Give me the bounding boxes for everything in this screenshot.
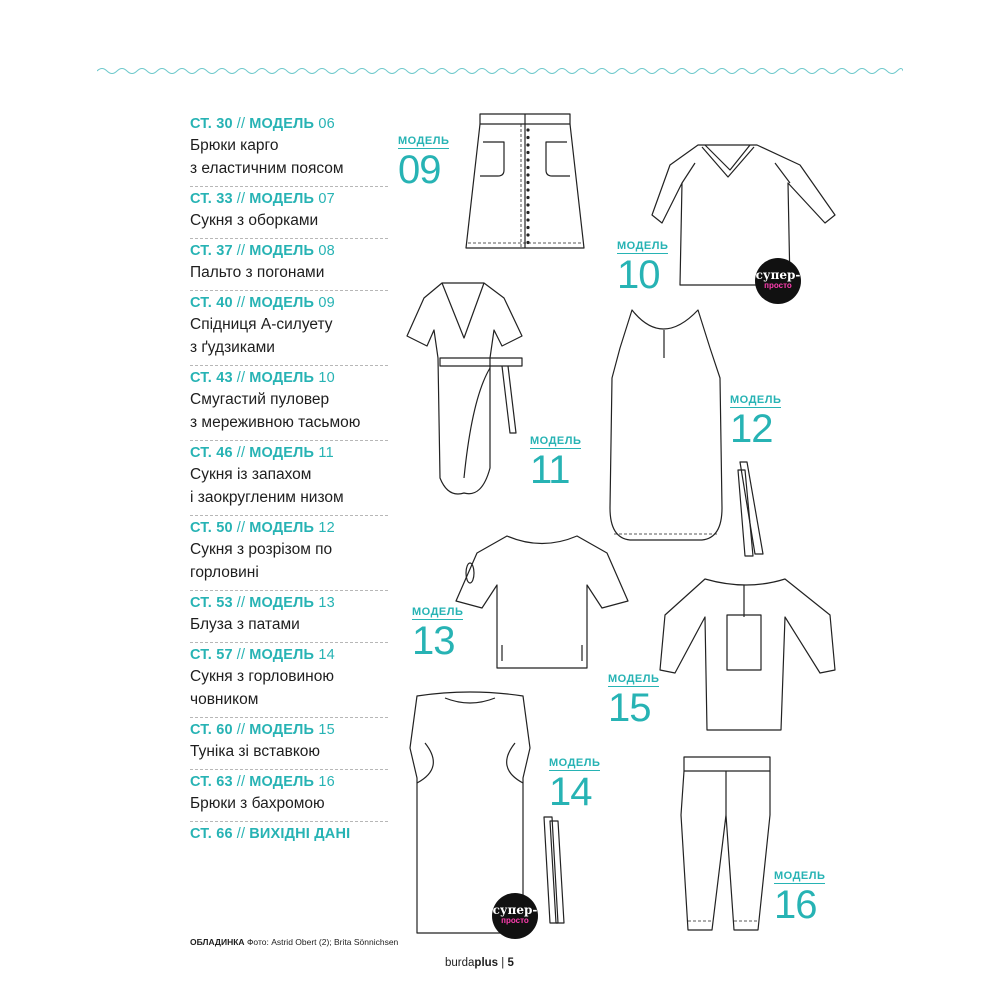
model-label-11 bbox=[530, 431, 581, 491]
model-word: МОДЕЛЬ bbox=[608, 673, 660, 685]
button-dot bbox=[526, 188, 529, 191]
model-label: МОДЕЛЬ bbox=[249, 243, 315, 259]
entry-title: човником bbox=[190, 691, 259, 708]
separator: // bbox=[236, 520, 246, 536]
entry-title: з мереживною тасьмою bbox=[190, 414, 361, 431]
separator: // bbox=[236, 722, 246, 738]
model-label: МОДЕЛЬ bbox=[249, 595, 315, 611]
model-number-big: 11 bbox=[530, 448, 570, 492]
model-word: МОДЕЛЬ bbox=[412, 606, 464, 618]
entry-title: горловині bbox=[190, 564, 259, 581]
page-number: 5 bbox=[507, 957, 514, 969]
badge-line2: просто bbox=[764, 281, 792, 290]
trousers-drawing bbox=[678, 755, 778, 933]
model-label-13 bbox=[412, 602, 463, 662]
brand-plus: plus bbox=[474, 957, 499, 969]
button-dot bbox=[526, 158, 529, 161]
separator: // bbox=[236, 445, 246, 461]
model-word: МОДЕЛЬ bbox=[530, 435, 582, 447]
brand-burda: burda bbox=[445, 957, 475, 969]
entry-title: Блуза з патами bbox=[190, 616, 300, 633]
contents-entry[interactable] bbox=[190, 112, 388, 187]
contents-entry[interactable] bbox=[190, 770, 388, 822]
model-label-15 bbox=[608, 669, 659, 729]
entry-title: Смугастий пуловер bbox=[190, 391, 330, 408]
wave-divider bbox=[97, 64, 903, 78]
entry-title: Сукня з горловиною bbox=[190, 668, 334, 685]
page-ref: СТ. 50 bbox=[190, 520, 233, 536]
model-number: 13 bbox=[318, 595, 335, 611]
model-label: МОДЕЛЬ bbox=[249, 647, 315, 663]
separator: // bbox=[236, 116, 246, 132]
page-folio bbox=[445, 957, 514, 969]
contents-entry[interactable] bbox=[190, 441, 388, 516]
button-dot bbox=[526, 151, 529, 154]
model-word: МОДЕЛЬ bbox=[730, 394, 782, 406]
button-dot bbox=[526, 226, 529, 229]
entry-title: Сукня з розрізом по bbox=[190, 541, 333, 558]
badge-line2: просто bbox=[501, 916, 529, 925]
page-ref: СТ. 37 bbox=[190, 243, 233, 259]
model-number: 06 bbox=[318, 116, 335, 132]
entry-title: Сукня з оборками bbox=[190, 212, 319, 229]
model-number: 07 bbox=[318, 191, 335, 207]
wrap-dress-drawing bbox=[402, 278, 527, 503]
model-number: 09 bbox=[318, 295, 335, 311]
badge-line1: супер- bbox=[492, 903, 538, 917]
model-label: МОДЕЛЬ bbox=[249, 116, 315, 132]
super-easy-badge bbox=[755, 258, 801, 304]
contents-entry[interactable] bbox=[190, 591, 388, 643]
credit-text: Фото: Astrid Obert (2); Brita Sönnichsen bbox=[246, 937, 399, 947]
model-label: ВИХІДНІ ДАНІ bbox=[249, 826, 351, 842]
model-word: МОДЕЛЬ bbox=[774, 870, 826, 882]
contents-entry[interactable] bbox=[190, 718, 388, 770]
page-ref: СТ. 63 bbox=[190, 774, 233, 790]
page-ref: СТ. 53 bbox=[190, 595, 233, 611]
button-dot bbox=[526, 166, 529, 169]
model-number-big: 14 bbox=[549, 770, 592, 814]
model-number: 15 bbox=[318, 722, 335, 738]
model-label-12 bbox=[730, 390, 781, 450]
page-ref: СТ. 33 bbox=[190, 191, 233, 207]
page-ref: СТ. 43 bbox=[190, 370, 233, 386]
entry-title: і заокругленим низом bbox=[190, 489, 344, 506]
model-label: МОДЕЛЬ bbox=[249, 191, 315, 207]
contents-entry[interactable] bbox=[190, 239, 388, 291]
model-number-big: 15 bbox=[608, 686, 651, 730]
model-label-16 bbox=[774, 866, 825, 926]
separator: // bbox=[236, 191, 246, 207]
contents-list bbox=[190, 112, 388, 850]
model-number: 14 bbox=[318, 647, 335, 663]
entry-title: Спідниця А-силуету bbox=[190, 316, 333, 333]
page-ref: СТ. 46 bbox=[190, 445, 233, 461]
folio-separator: | bbox=[501, 957, 505, 969]
entry-title: Туніка зі вставкою bbox=[190, 743, 321, 760]
model-number-big: 12 bbox=[730, 407, 773, 451]
entry-title: з еластичним поясом bbox=[190, 160, 344, 177]
contents-entry[interactable] bbox=[190, 643, 388, 718]
page-ref: СТ. 57 bbox=[190, 647, 233, 663]
pullover-drawing bbox=[650, 135, 840, 295]
contents-entry[interactable] bbox=[190, 516, 388, 591]
button-dot bbox=[526, 218, 529, 221]
tunic-drawing bbox=[655, 575, 840, 735]
separator: // bbox=[236, 647, 246, 663]
entry-title: Брюки з бахромою bbox=[190, 795, 325, 812]
super-easy-badge bbox=[492, 893, 538, 939]
model-label: МОДЕЛЬ bbox=[249, 520, 315, 536]
model-number-big: 16 bbox=[774, 883, 817, 927]
model-number: 10 bbox=[318, 370, 335, 386]
contents-entry[interactable] bbox=[190, 366, 388, 441]
blouse-drawing bbox=[452, 533, 632, 673]
button-dot bbox=[526, 233, 529, 236]
entry-title: Сукня із запахом bbox=[190, 466, 312, 483]
model-label: МОДЕЛЬ bbox=[249, 722, 315, 738]
belt-drawing bbox=[540, 815, 568, 927]
separator: // bbox=[236, 826, 246, 842]
model-word: МОДЕЛЬ bbox=[398, 135, 450, 147]
button-dot bbox=[526, 143, 529, 146]
separator: // bbox=[236, 370, 246, 386]
model-number: 08 bbox=[318, 243, 335, 259]
model-number: 11 bbox=[318, 445, 334, 461]
model-word: МОДЕЛЬ bbox=[617, 240, 669, 252]
button-dot bbox=[526, 136, 529, 139]
model-number: 16 bbox=[318, 774, 335, 790]
model-number-big: 09 bbox=[398, 148, 441, 192]
cover-credit bbox=[190, 937, 400, 948]
model-label: МОДЕЛЬ bbox=[249, 445, 315, 461]
badge-line1: супер- bbox=[755, 268, 801, 282]
model-label-14 bbox=[549, 753, 600, 813]
button-dot bbox=[526, 181, 529, 184]
button-dot bbox=[526, 196, 529, 199]
model-number: 12 bbox=[318, 520, 335, 536]
model-number-big: 10 bbox=[617, 253, 660, 297]
entry-title: з ґудзиками bbox=[190, 339, 275, 356]
contents-entry[interactable] bbox=[190, 822, 388, 850]
model-label: МОДЕЛЬ bbox=[249, 370, 315, 386]
contents-entry[interactable] bbox=[190, 291, 388, 366]
button-dot bbox=[526, 211, 529, 214]
entry-title: Брюки карго bbox=[190, 137, 279, 154]
page-ref: СТ. 30 bbox=[190, 116, 233, 132]
page-ref: СТ. 40 bbox=[190, 295, 233, 311]
belt-drawing bbox=[735, 460, 767, 558]
button-dot bbox=[526, 173, 529, 176]
separator: // bbox=[236, 774, 246, 790]
model-label-10 bbox=[617, 236, 668, 296]
button-dot bbox=[526, 203, 529, 206]
model-label: МОДЕЛЬ bbox=[249, 295, 315, 311]
page-ref: СТ. 60 bbox=[190, 722, 233, 738]
credit-label: ОБЛАДИНКА bbox=[190, 937, 245, 947]
separator: // bbox=[236, 595, 246, 611]
slit-dress-drawing bbox=[602, 308, 730, 548]
separator: // bbox=[236, 295, 246, 311]
button-dot bbox=[526, 128, 529, 131]
page-ref: СТ. 66 bbox=[190, 826, 233, 842]
button-dot bbox=[526, 241, 529, 244]
separator: // bbox=[236, 243, 246, 259]
model-label: МОДЕЛЬ bbox=[249, 774, 315, 790]
contents-entry[interactable] bbox=[190, 187, 388, 239]
model-word: МОДЕЛЬ bbox=[549, 757, 601, 769]
skirt-drawing bbox=[460, 110, 590, 260]
model-label-09 bbox=[398, 131, 449, 191]
model-number-big: 13 bbox=[412, 619, 455, 663]
entry-title: Пальто з погонами bbox=[190, 264, 325, 281]
